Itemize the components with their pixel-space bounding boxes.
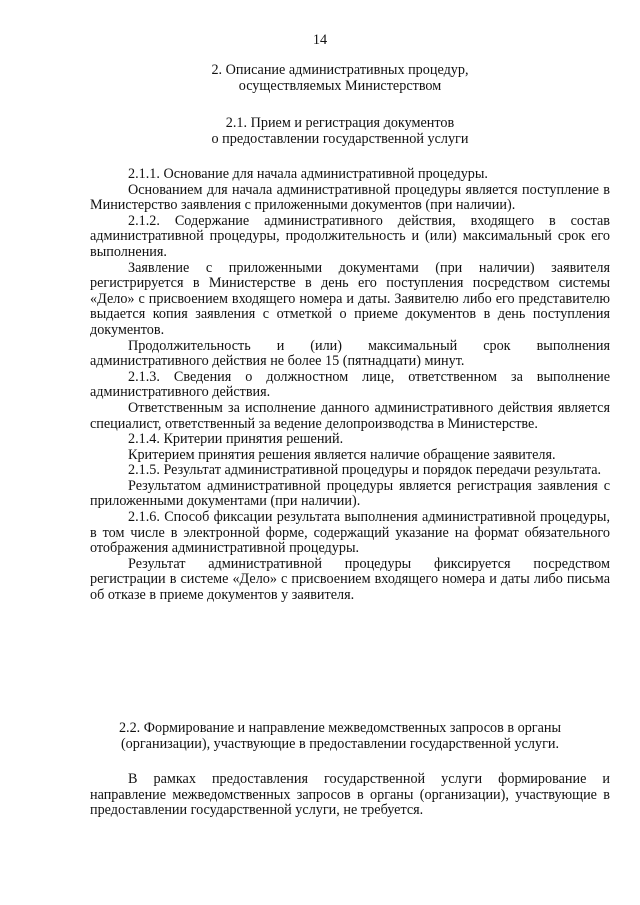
paragraph: Ответственным за исполнение данного административного действия является специалист, ответственный за ведение делопроизводства в Министерстве. [90, 399, 610, 432]
section-title-line2: осуществляемых Министерством [238, 77, 442, 94]
subsection2-title [80, 721, 600, 752]
paragraph: Основанием для начала административной процедуры является поступление в Министерство заявления с приложенными документов (при наличии). [90, 181, 610, 214]
subsection2-title-line2: (организации), участвующие в предоставлении государственной услуги. [120, 735, 560, 752]
final-section [90, 772, 610, 819]
subsection-title-line2: о предоставлении государственной услуги [211, 130, 469, 147]
section-title [90, 63, 590, 94]
page-number: 14 [312, 32, 328, 48]
paragraph: 2.1.5. Результат административной процедуры и порядок передачи результата. [128, 462, 602, 479]
subsection-title [90, 116, 590, 147]
section-title-line1: 2. Описание административных процедур, [211, 62, 469, 78]
paragraph: Критерием принятия решения является наличие обращение заявителя. [128, 446, 556, 463]
final-paragraph: В рамках предоставления государственной услуги формирование и направление межведомственных запросов в органы (организации), участвующие в предоставлении государственной услуги, не требуется. [90, 771, 610, 819]
paragraph: Результатом административной процедуры является регистрация заявления с приложенными документами (при наличии). [90, 477, 610, 510]
paragraph: 2.1.1. Основание для начала административной процедуры. [128, 166, 488, 182]
document-body [90, 167, 610, 604]
subsection2-title-line1: 2.2. Формирование и направление межведомственных запросов в органы [118, 720, 562, 736]
subsection-title-line1: 2.1. Прием и регистрация документов [225, 115, 455, 131]
paragraph: Заявление с приложенными документами (при наличии) заявителя регистрируется в Министерстве в день его поступления посредством системы «Дело» с присвоением входящего номера и даты. Заявителю либо его представителю выдается копия заявления с отметкой о приеме документов в день поступления документов. [90, 259, 610, 338]
paragraph: Продолжительность и (или) максимальный срок выполнения административного действия не более 15 (пятнадцати) минут. [90, 337, 610, 370]
paragraph: 2.1.6. Способ фиксации результата выполнения административной процедуры, в том числе в электронной форме, содержащий указание на формат обязательного отображения административной процедуры. [90, 509, 610, 557]
paragraph: 2.1.2. Содержание административного действия, входящего в состав административной процедуры, продолжительность и (или) максимальный срок его выполнения. [90, 212, 610, 260]
paragraph: 2.1.3. Сведения о должностном лице, ответственном за выполнение административного действия. [90, 368, 610, 401]
paragraph: Результат административной процедуры фиксируется посредством регистрации в системе «Дело» с присвоением входящего номера и даты либо письма об отказе в приеме документов у заявителя. [90, 555, 610, 604]
paragraph: 2.1.4. Критерии принятия решений. [128, 431, 344, 448]
